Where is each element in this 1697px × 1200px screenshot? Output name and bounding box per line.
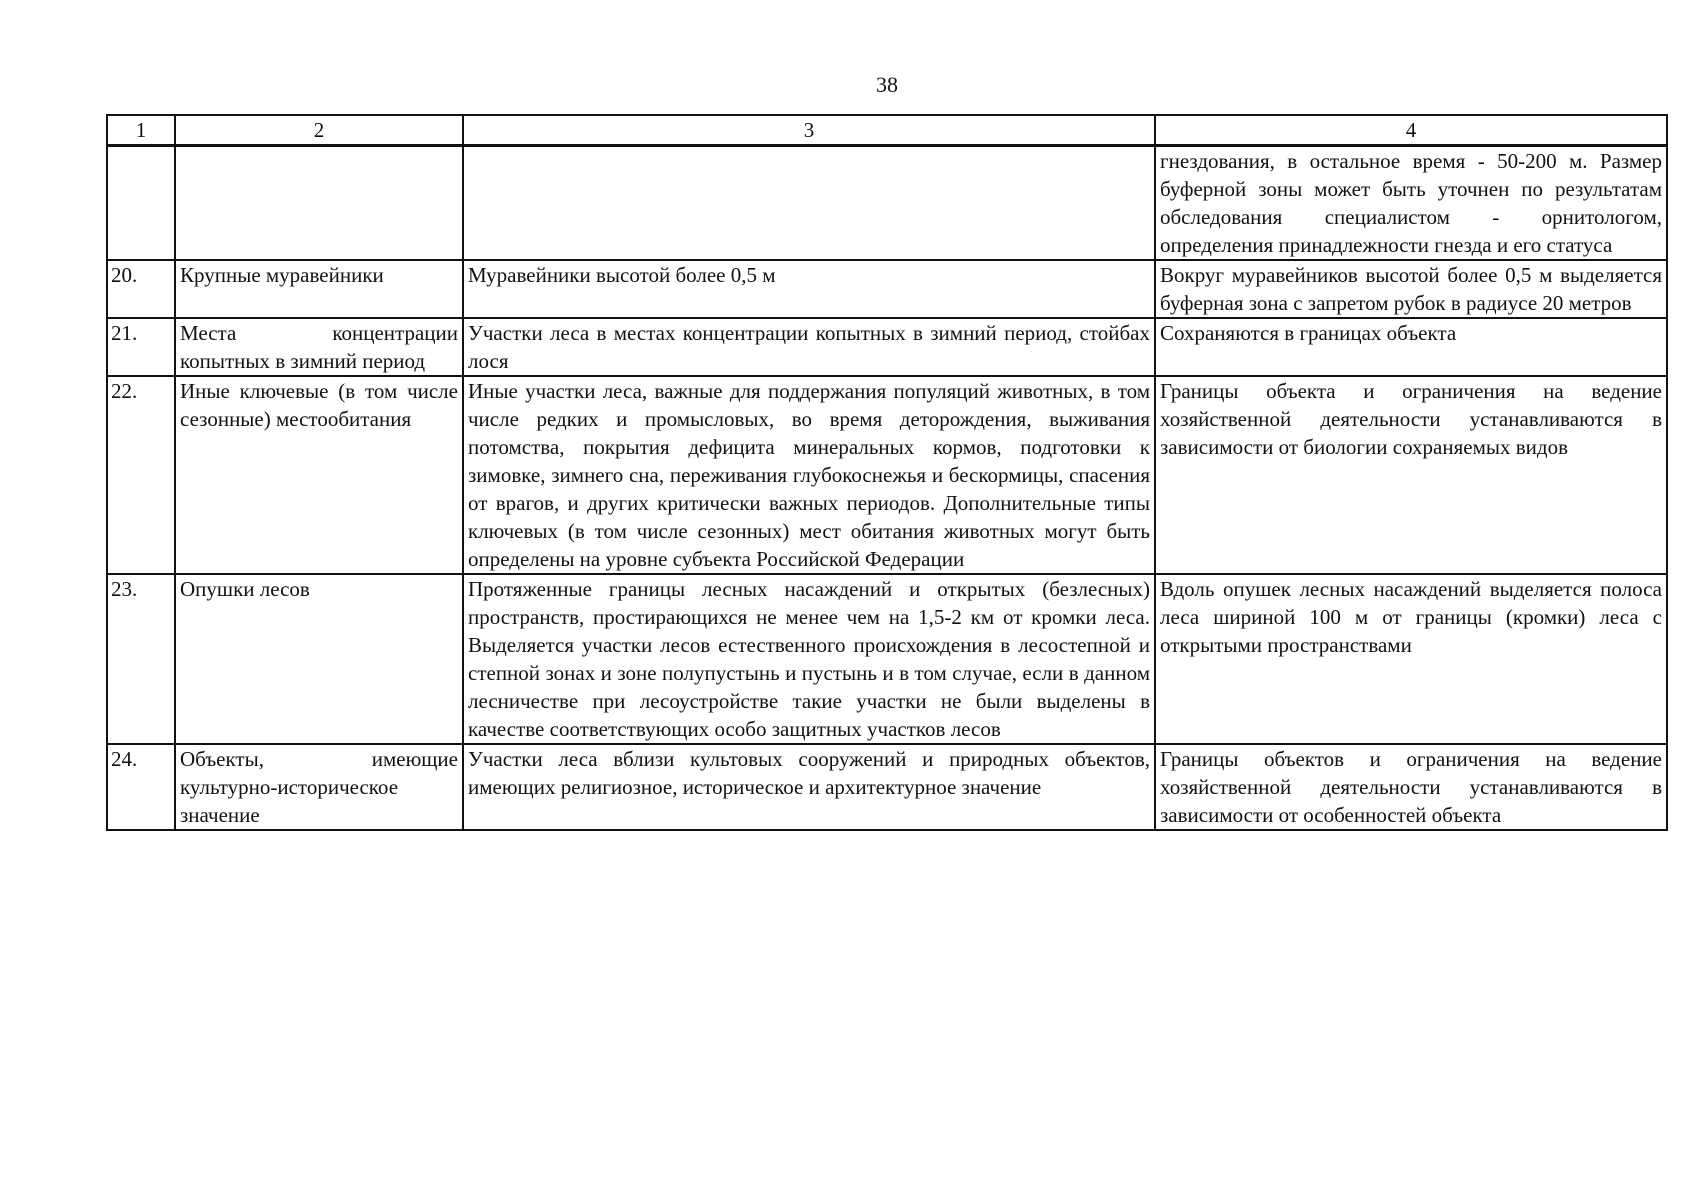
protection-measures: Сохраняются в границах объекта (1155, 318, 1667, 376)
protection-measures: Границы объекта и ограничения на ведение хозяйственной деятельности устанавливаются в зависимости от биологии сохраняемых видов (1155, 376, 1667, 574)
page-number: 38 (876, 72, 898, 97)
row-number (107, 146, 175, 261)
object-description: Участки леса вблизи культовых сооружений и природных объектов, имеющих религиозное, историческое и архитектурное значение (463, 744, 1155, 830)
row-number: 23. (107, 574, 175, 744)
object-name: Опушки лесов (175, 574, 463, 744)
protection-measures: Границы объектов и ограничения на ведение хозяйственной деятельности устанавливаются в зависимости от особенностей объекта (1155, 744, 1667, 830)
object-description: Участки леса в местах концентрации копытных в зимний период, стойбах лося (463, 318, 1155, 376)
column-header-1: 1 (107, 115, 175, 146)
object-description: Иные участки леса, важные для поддержания популяций животных, в том числе редких и промысловых, во время деторождения, выживания потомства, покрытия дефицита минеральных кормов, подготовки к зимовке, зимнего сна, переживания глубокоснежья и бескормицы, спасения от врагов, и других критически важных периодов. Дополнительные типы ключевых (в том числе сезонных) мест обитания животных могут быть определены на уровне субъекта Российской Федерации (463, 376, 1155, 574)
row-number: 24. (107, 744, 175, 830)
object-name: Крупные муравейники (175, 260, 463, 318)
protection-measures: Вдоль опушек лесных насаждений выделяется полоса леса шириной 100 м от границы (кромки) леса с открытыми пространствами (1155, 574, 1667, 744)
object-description: Муравейники высотой более 0,5 м (463, 260, 1155, 318)
row-number: 22. (107, 376, 175, 574)
object-description (463, 146, 1155, 261)
object-name: Иные ключевые (в том числе сезонные) местообитания (175, 376, 463, 574)
table-row (107, 260, 1667, 318)
header-row (107, 115, 1667, 146)
table-body (107, 146, 1667, 831)
object-name (175, 146, 463, 261)
protection-measures: Вокруг муравейников высотой более 0,5 м выделяется буферная зона с запретом рубок в радиусе 20 метров (1155, 260, 1667, 318)
protected-areas-table (106, 114, 1668, 831)
table-header (107, 115, 1667, 146)
column-header-4: 4 (1155, 115, 1667, 146)
table-row (107, 744, 1667, 830)
table-row (107, 376, 1667, 574)
table-row (107, 146, 1667, 261)
table-row (107, 574, 1667, 744)
protection-measures: гнездования, в остальное время - 50-200 м. Размер буферной зоны может быть уточнен по результатам обследования специалистом - орнитологом, определения принадлежности гнезда и его статуса (1155, 146, 1667, 261)
column-header-2: 2 (175, 115, 463, 146)
object-description: Протяженные границы лесных насаждений и открытых (безлесных) пространств, простирающихся не менее чем на 1,5-2 км от кромки леса. Выделяется участки лесов естественного происхождения в лесостепной и степной зонах и зоне полупустынь и пустынь и в том случае, если в данном лесничестве при лесоустройстве такие участки не были выделены в качестве соответствующих особо защитных участков лесов (463, 574, 1155, 744)
table-row (107, 318, 1667, 376)
row-number: 21. (107, 318, 175, 376)
object-name: Места концентрации копытных в зимний период (175, 318, 463, 376)
column-header-3: 3 (463, 115, 1155, 146)
row-number: 20. (107, 260, 175, 318)
object-name: Объекты, имеющие культурно-историческое значение (175, 744, 463, 830)
